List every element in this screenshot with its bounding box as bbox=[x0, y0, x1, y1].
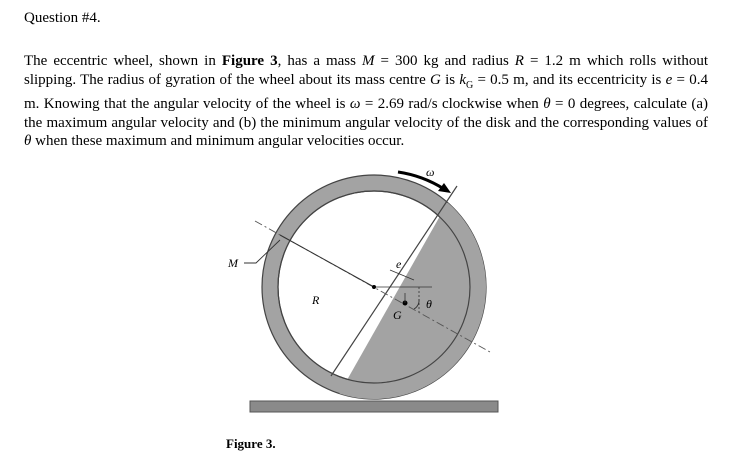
text-run: , has a mass bbox=[277, 53, 362, 69]
text-run: is bbox=[440, 71, 460, 88]
symbol-theta: θ bbox=[24, 133, 32, 150]
text-run: when these maximum and minimum angular velocities occur. bbox=[31, 133, 405, 150]
ground-surface bbox=[250, 401, 498, 412]
symbol-R: R bbox=[514, 53, 524, 69]
figure-caption: Figure 3. bbox=[226, 436, 276, 451]
label-M: M bbox=[228, 256, 238, 270]
label-theta: θ bbox=[426, 297, 432, 311]
text-run: = 0.4 m. Knowing that the angular velocity of the wheel is bbox=[24, 71, 708, 113]
label-R: R bbox=[312, 293, 320, 307]
symbol-theta: θ bbox=[543, 96, 551, 113]
figure-reference: Figure 3 bbox=[221, 53, 278, 69]
symbol-k: k bbox=[459, 71, 466, 88]
text-run: = 300 kg and radius bbox=[374, 53, 515, 69]
symbol-G: G bbox=[429, 71, 441, 88]
label-G: G bbox=[393, 308, 402, 322]
text-run: = 0.5 m, and its eccentricity is bbox=[473, 71, 666, 88]
label-e: e bbox=[396, 257, 402, 271]
label-omega: ω bbox=[426, 165, 435, 179]
text-run: = 1.2 m which rolls without slipping. The radius of gyration of the wheel about its mass centre bbox=[24, 53, 709, 88]
text-run: = 0 degrees, calculate (a) the maximum angular velocity and (b) the minimum angular velocity of the disk and the corresponding values of bbox=[24, 96, 708, 131]
text-run: = 2.69 rad/s clockwise when bbox=[360, 96, 544, 113]
question-heading: Question #4. bbox=[24, 10, 101, 26]
wheel-center-point bbox=[372, 285, 376, 289]
symbol-k-subscript: G bbox=[466, 79, 474, 91]
text-run: The eccentric wheel, shown in bbox=[24, 53, 222, 69]
symbol-e: e bbox=[665, 71, 673, 88]
symbol-omega: ω bbox=[349, 96, 361, 113]
symbol-M: M bbox=[362, 53, 375, 69]
